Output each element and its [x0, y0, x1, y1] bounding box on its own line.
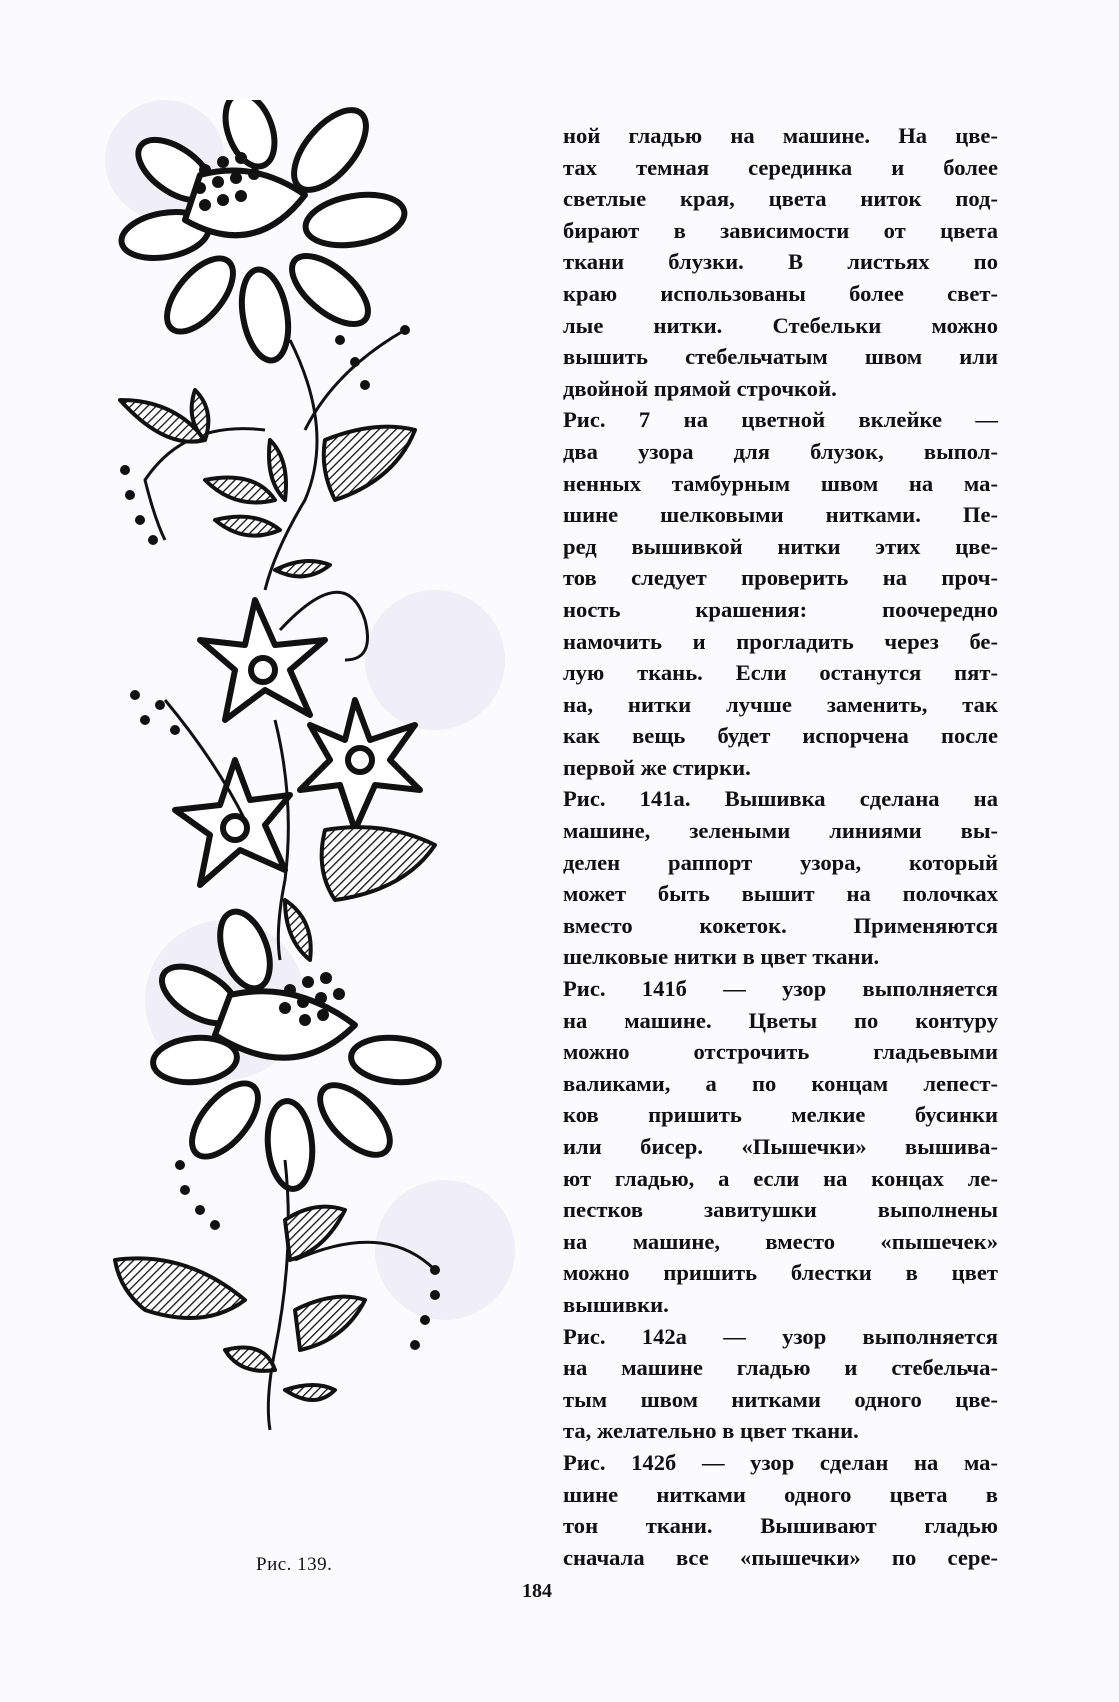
leaf [324, 427, 415, 500]
text-line: светлые края, цвета ниток под- [563, 186, 998, 212]
leaf [285, 900, 311, 960]
text-line: ков пришить мелкие бусинки [563, 1102, 998, 1128]
text-line: тах темная серединка и более [563, 154, 998, 180]
text-line: ют гладью, а если на концах ле- [563, 1165, 998, 1191]
leaf [205, 478, 275, 503]
text-line: ность крашения: поочередно [563, 596, 998, 622]
text-line: на, нитки лучше заменить, так [563, 691, 998, 717]
text-line: тон ткани. Вышивают гладью [563, 1513, 998, 1539]
page-number: 184 [522, 1580, 552, 1602]
text-line: лые нитки. Стебельки можно [563, 312, 998, 338]
text-line: ткани блузки. В листьях по [563, 249, 998, 275]
text-line: ненных тамбурным швом на ма- [563, 470, 998, 496]
text-line: тов следует проверить на проч- [563, 565, 998, 591]
text-line: вместо кокеток. Применяются [563, 912, 998, 938]
text-line: на машине, вместо «пышечек» [563, 1228, 998, 1254]
text-line: на машине гладью и стебельча- [563, 1355, 998, 1381]
body-text [563, 120, 998, 1573]
text-line: как вещь будет испорчена после [563, 723, 998, 749]
star-flower-left [175, 760, 290, 885]
text-line: лую ткань. Если останутся пят- [563, 660, 998, 686]
text-line: вышить стебельчатым швом или [563, 344, 998, 370]
leaf [322, 827, 435, 900]
text-line: Рис. 142а — узор выполняется [563, 1323, 998, 1349]
figure-caption: Рис. 139. [256, 1554, 333, 1575]
text-line: двойной прямой строчкой. [563, 375, 837, 401]
text-line: ред вышивкой нитки этих цве- [563, 533, 998, 559]
text-line: на машине. Цветы по контуру [563, 1007, 998, 1033]
text-line: вышивки. [563, 1291, 669, 1317]
text-line: Рис. 142б — узор сделан на ма- [563, 1449, 998, 1475]
daisy-flower-top [118, 100, 409, 364]
text-line: машине, зелеными линиями вы- [563, 818, 998, 844]
leaf [115, 1258, 245, 1318]
text-line: краю использованы более свет- [563, 280, 998, 306]
text-line: два узора для блузок, выпол- [563, 438, 998, 464]
text-line: или бисер. «Пышечки» вышива- [563, 1134, 998, 1159]
text-line: Рис. 7 на цветной вклейке — [563, 407, 998, 433]
text-line: валиками, а по концам лепест- [563, 1070, 998, 1096]
text-line: можно отстрочить гладьевыми [563, 1039, 998, 1065]
text-line: та, желательно в цвет ткани. [563, 1418, 859, 1444]
leaf [215, 517, 280, 536]
text-line: Рис. 141б — узор выполняется [563, 976, 998, 1002]
text-line: можно пришить блестки в цвет [563, 1260, 998, 1286]
star-flower-middle [200, 600, 325, 720]
text-line: Рис. 141а. Вышивка сделана на [563, 786, 998, 812]
text-line: шине шелковыми нитками. Пе- [563, 502, 998, 528]
leaf [275, 561, 330, 576]
leaf [225, 1348, 275, 1371]
text-line: первой же стирки. [563, 754, 751, 780]
text-line: бирают в зависимости от цвета [563, 217, 998, 243]
leaf [269, 440, 286, 500]
leaf [295, 1297, 365, 1350]
text-line: делен раппорт узора, который [563, 849, 998, 875]
text-line: шине нитками одного цвета в [563, 1481, 998, 1507]
embroidery-pattern-illustration [105, 100, 545, 1540]
text-line: шелковые нитки в цвет ткани. [563, 944, 880, 970]
text-line: ной гладью на машине. На цве- [563, 123, 998, 148]
text-line: тым швом нитками одного цве- [563, 1386, 998, 1412]
text-line: сначала все «пышечки» по сере- [563, 1544, 998, 1570]
text-line: может быть вышит на полочках [563, 881, 998, 907]
text-line: намочить и прогладить через бе- [563, 628, 998, 654]
leaf [285, 1385, 335, 1400]
text-line: пестков завитушки выполнены [563, 1197, 998, 1223]
